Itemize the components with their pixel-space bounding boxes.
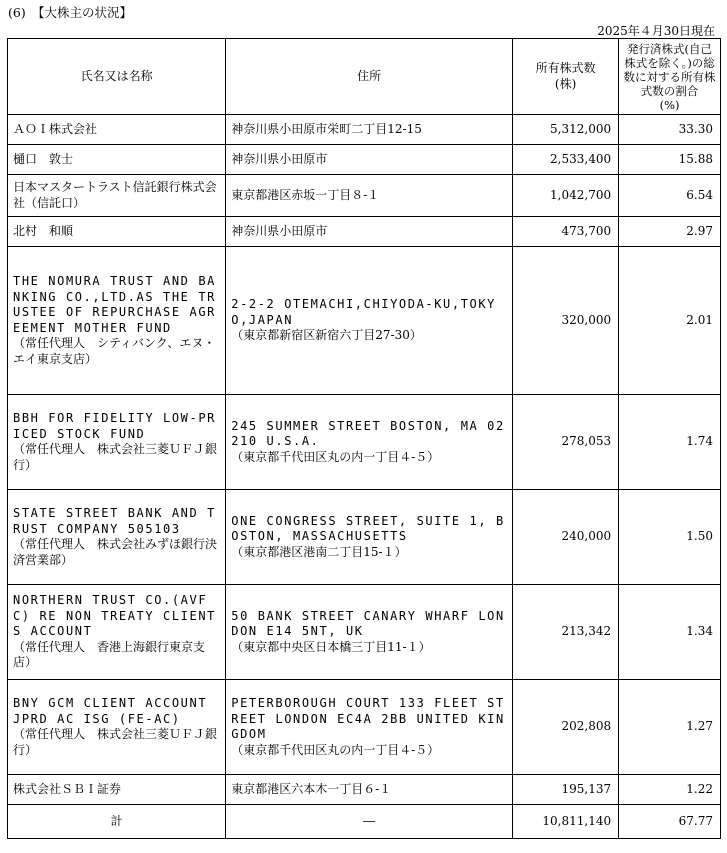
header-name: 氏名又は名称 (8, 39, 226, 115)
ownership-ratio: 1.74 (619, 395, 721, 490)
address-latin-text: PETERBOROUGH COURT 133 FLEET STREET LONDON EC4A 2BB UNITED KINGDOM (231, 696, 505, 741)
name-text: 樋口 敦士 (13, 151, 74, 166)
address-latin-text: 50 BANK STREET CANARY WHARF LONDON E14 5NT, UK (231, 608, 505, 639)
shares-held: 2,533,400 (513, 145, 619, 175)
name-text: 株式会社ＳＢＩ証券 (13, 781, 122, 796)
total-address: ― (226, 805, 513, 839)
proxy-address-note: （東京都新宿区新宿六丁目27-30） (231, 328, 422, 343)
name-latin-text: BNY GCM CLIENT ACCOUNT JPRD AC ISG (FE-AC) (13, 696, 208, 726)
proxy-address-note: （東京都千代田区丸の内一丁目４-５） (231, 449, 440, 464)
header-address: 住所 (226, 39, 513, 115)
name-latin-text: BBH FOR FIDELITY LOW-PRICED STOCK FUND (13, 411, 216, 441)
shareholder-address (226, 680, 513, 775)
shareholder-name (8, 775, 226, 805)
address-text: 神奈川県小田原市 (231, 223, 328, 238)
shares-held: 473,700 (513, 217, 619, 247)
shareholder-name (8, 247, 226, 395)
shares-held: 202,808 (513, 680, 619, 775)
ownership-ratio: 2.97 (619, 217, 721, 247)
shares-held: 213,342 (513, 585, 619, 680)
header-shares: 所有株式数 (株) (513, 39, 619, 115)
address-latin-text: 2-2-2 OTEMACHI,CHIYODA-KU,TOKYO,JAPAN (231, 297, 496, 327)
name-latin-text: THE NOMURA TRUST AND BANKING CO.,LTD.AS THE TRUSTEE OF REPURCHASE AGREEMENT MOTHER FUND (13, 274, 216, 335)
shares-held: 278,053 (513, 395, 619, 490)
name-text: 北村 和順 (13, 223, 74, 238)
shareholder-address (226, 585, 513, 680)
shareholder-row (8, 247, 721, 395)
ownership-ratio: 1.50 (619, 490, 721, 585)
ownership-ratio: 2.01 (619, 247, 721, 395)
shareholder-address (226, 175, 513, 217)
as-of-date: 2025年４月30日現在 (597, 24, 715, 38)
shares-held: 320,000 (513, 247, 619, 395)
shareholder-name (8, 175, 226, 217)
shareholder-name (8, 217, 226, 247)
proxy-address-note: （東京都千代田区丸の内一丁目４-５） (231, 742, 440, 757)
address-text: 東京都港区六本木一丁目６-１ (231, 781, 392, 796)
ownership-ratio: 1.22 (619, 775, 721, 805)
standing-proxy-note: （常任代理人 シティバンク、エヌ・エイ東京支店） (13, 336, 216, 366)
shares-held: 240,000 (513, 490, 619, 585)
address-latin-text: ONE CONGRESS STREET, SUITE 1, BOSTON, MASSACHUSETTS (231, 513, 505, 544)
ownership-ratio: 6.54 (619, 175, 721, 217)
name-latin-text: STATE STREET BANK AND TRUST COMPANY 505103 (13, 506, 216, 536)
shareholder-row (8, 585, 721, 680)
address-text: 神奈川県小田原市栄町二丁目12-15 (231, 121, 422, 136)
ownership-ratio: 1.27 (619, 680, 721, 775)
shareholder-row (8, 145, 721, 175)
name-text: ＡＯＩ株式会社 (13, 121, 98, 136)
shareholder-row (8, 115, 721, 145)
ownership-ratio: 33.30 (619, 115, 721, 145)
shareholder-address (226, 145, 513, 175)
shareholder-row (8, 175, 721, 217)
ownership-ratio: 1.34 (619, 585, 721, 680)
address-latin-text: 245 SUMMER STREET BOSTON, MA 02210 U.S.A. (231, 418, 505, 449)
shareholder-address (226, 247, 513, 395)
header-row (8, 39, 721, 115)
total-shares: 10,811,140 (513, 805, 619, 839)
shares-held: 195,137 (513, 775, 619, 805)
shareholder-address (226, 775, 513, 805)
shareholder-name (8, 115, 226, 145)
shareholder-name (8, 490, 226, 585)
shareholder-address (226, 395, 513, 490)
shareholder-name (8, 145, 226, 175)
address-text: 東京都港区赤坂一丁目８-１ (231, 187, 380, 202)
shareholder-address (226, 490, 513, 585)
shareholder-address (226, 217, 513, 247)
shareholder-row (8, 217, 721, 247)
standing-proxy-note: （常任代理人 香港上海銀行東京支店） (13, 639, 206, 670)
total-row (8, 805, 721, 839)
total-ratio: 67.77 (619, 805, 721, 839)
shareholder-row (8, 775, 721, 805)
ownership-ratio: 15.88 (619, 145, 721, 175)
shareholder-row (8, 490, 721, 585)
proxy-address-note: （東京都港区港南二丁目15-１） (231, 544, 407, 559)
shareholder-name (8, 585, 226, 680)
standing-proxy-note: （常任代理人 株式会社三菱ＵＦＪ銀行） (13, 727, 218, 757)
name-latin-text: NORTHERN TRUST CO.(AVFC) RE NON TREATY CLIENTS ACCOUNT (13, 593, 216, 639)
shareholder-address (226, 115, 513, 145)
proxy-address-note: （東京都中央区日本橋三丁目11-１） (231, 639, 431, 654)
standing-proxy-note: （常任代理人 株式会社みずほ銀行決済営業部） (13, 537, 218, 567)
shareholder-row (8, 395, 721, 490)
standing-proxy-note: （常任代理人 株式会社三菱ＵＦＪ銀行） (13, 442, 218, 472)
major-shareholders-table (7, 38, 721, 839)
shareholder-name (8, 395, 226, 490)
shares-held: 1,042,700 (513, 175, 619, 217)
shareholder-name (8, 680, 226, 775)
shareholder-row (8, 680, 721, 775)
total-label: 計 (8, 805, 226, 839)
shares-held: 5,312,000 (513, 115, 619, 145)
section-title: (6) 【大株主の状況】 (8, 5, 132, 20)
name-text: 日本マスタートラスト信託銀行株式会社（信託口） (13, 180, 217, 210)
address-text: 神奈川県小田原市 (231, 151, 328, 166)
header-ratio: 発行済株式(自己株式を除く。)の総数に対する所有株式数の割合 (%) (619, 39, 721, 115)
